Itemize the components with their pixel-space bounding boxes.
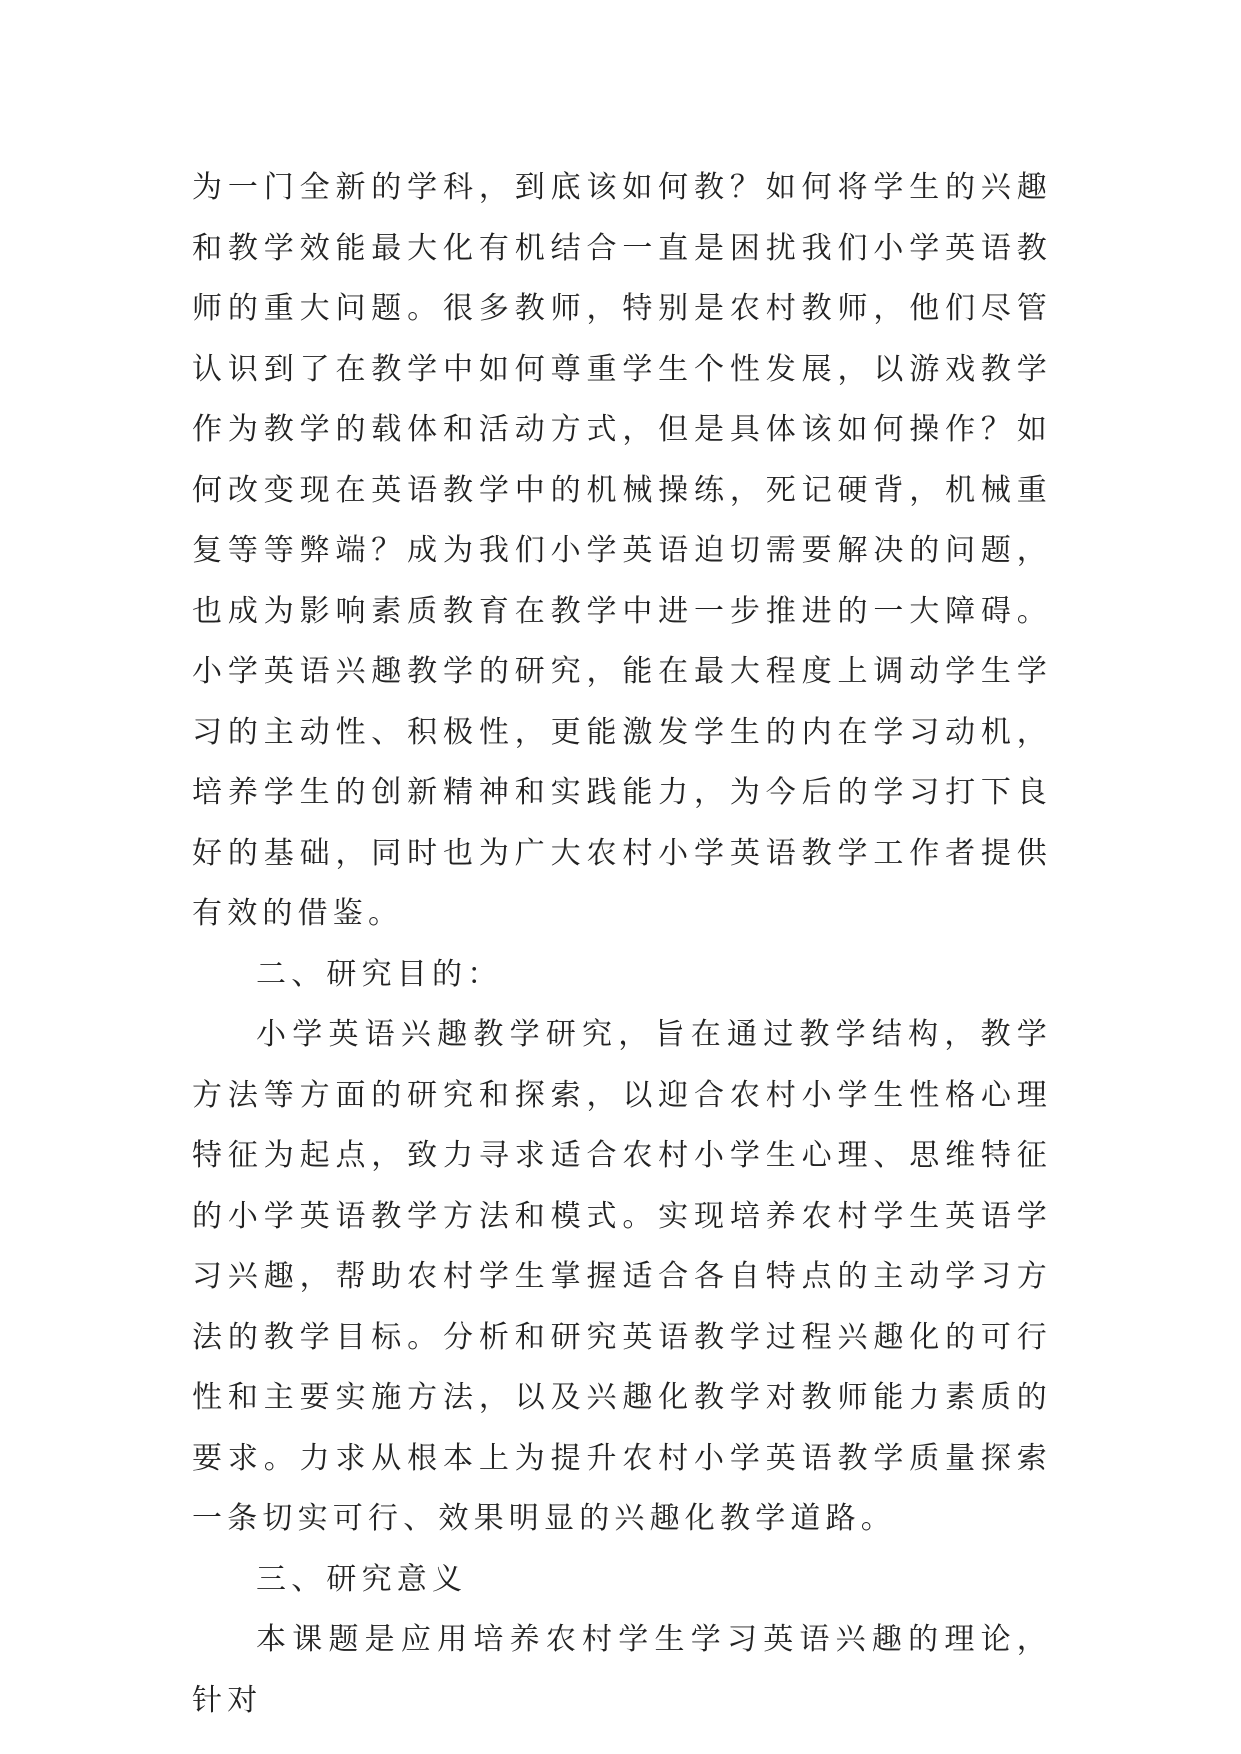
paragraph-research-significance: 本课题是应用培养农村学生学习英语兴趣的理论，针对 (192, 1622, 1052, 1718)
paragraph-continued-intro: 为一门全新的学科，到底该如何教？如何将学生的兴趣和教学效能最大化有机结合一直是困扰我们小学英语教师的重大问题。很多教师，特别是农村教师，他们尽管认识到了在教学中如何尊重学生个性发展，以游戏教学作为教学的载体和活动方式，但是具体该如何操作？如何改变现在英语教学中的机械操练，死记硬背，机械重复等等弊端？成为我们小学英语迫切需要解决的问题，也成为影响素质教育在教学中进一步推进的一大障碍。小学英语兴趣教学的研究，能在最大程度上调动学生学习的主动性、积极性，更能激发学生的内在学习动机，培养学生的创新精神和实践能力，为今后的学习打下良好的基础，同时也为广大农村小学英语教学工作者提供有效的借鉴。 (192, 170, 1052, 931)
section-heading-research-purpose: 二、研究目的： (256, 956, 503, 992)
section-heading-research-significance: 三、研究意义 (256, 1561, 468, 1597)
paragraph-research-purpose: 小学英语兴趣教学研究，旨在通过教学结构，教学方法等方面的研究和探索，以迎合农村小学生性格心理特征为起点，致力寻求适合农村小学生心理、思维特征的小学英语教学方法和模式。实现培养农村学生英语学习兴趣，帮助农村学生掌握适合各自特点的主动学习方法的教学目标。分析和研究英语教学过程兴趣化的可行性和主要实施方法，以及兴趣化教学对教师能力素质的要求。力求从根本上为提升农村小学英语教学质量探索一条切实可行、效果明显的兴趣化教学道路。 (192, 1017, 1052, 1536)
document-body (192, 158, 1052, 1731)
